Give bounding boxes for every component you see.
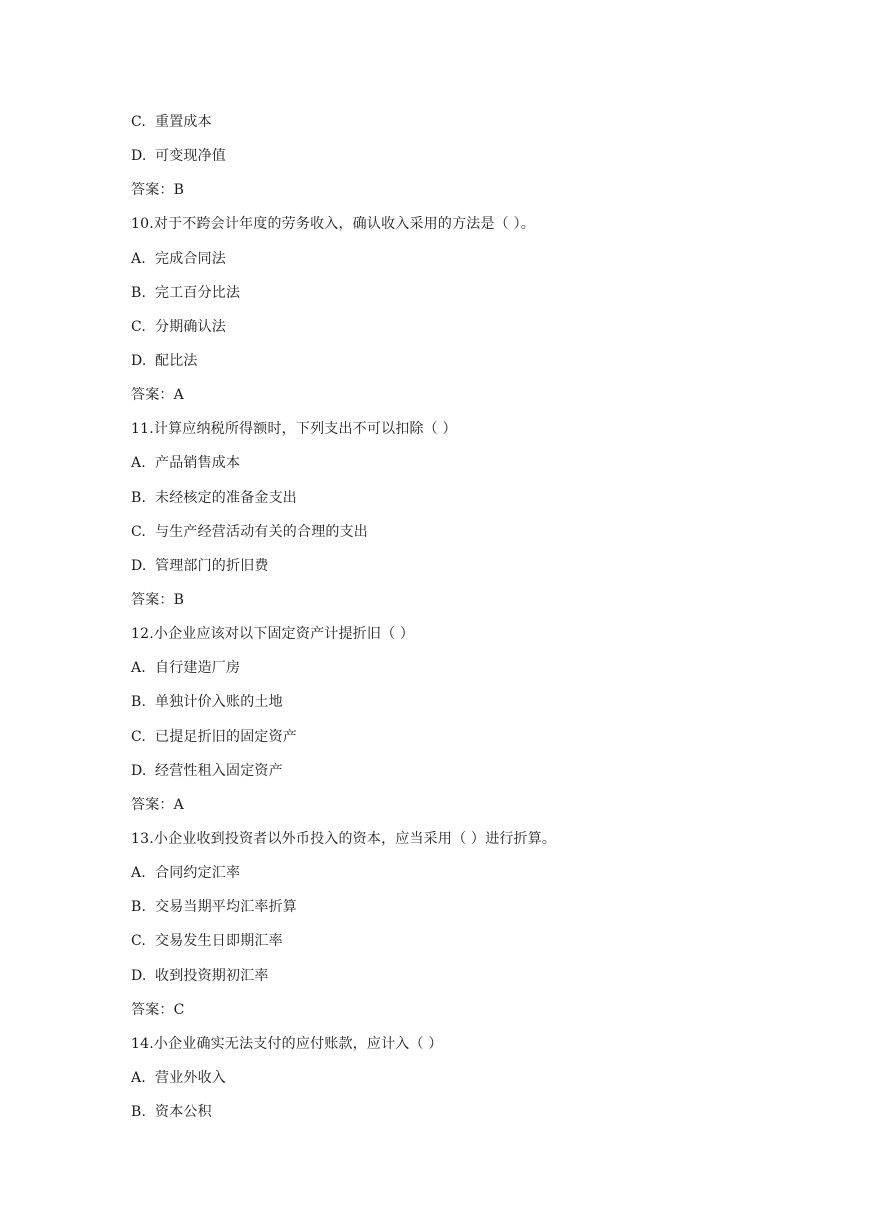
option-line (131, 896, 791, 930)
option-letter: B. (131, 489, 147, 506)
answer-line: 答案：B (131, 591, 185, 608)
option-letter: D. (131, 557, 147, 574)
option-letter: C. (131, 728, 147, 745)
option-letter: B. (131, 899, 147, 916)
option-text: 分期确认法 (155, 318, 226, 335)
option-text: 交易发生日即期汇率 (155, 933, 283, 950)
option-line (131, 282, 791, 316)
option-text: 收到投资期初汇率 (155, 967, 269, 984)
option-line (131, 145, 791, 179)
option-letter: B. (131, 694, 147, 711)
option-text: 配比法 (155, 352, 198, 369)
question-line: 10.对于不跨会计年度的劳务收入，确认收入采用的方法是（ ）。 (131, 216, 535, 233)
option-text: 完成合同法 (155, 250, 226, 267)
option-text: 合同约定汇率 (155, 865, 241, 882)
option-line (131, 965, 791, 999)
option-line (131, 657, 791, 691)
option-line (131, 487, 791, 521)
question-line: 13.小企业收到投资者以外币投入的资本，应当采用（ ）进行折算。 (131, 830, 557, 847)
option-letter: C. (131, 933, 147, 950)
option-text: 产品销售成本 (155, 455, 241, 472)
option-letter: D. (131, 352, 147, 369)
option-line (131, 1101, 791, 1135)
option-text: 与生产经营活动有关的合理的支出 (155, 523, 368, 540)
option-line (131, 691, 791, 725)
option-text: 未经核定的准备金支出 (155, 489, 297, 506)
option-line (131, 350, 791, 384)
option-line (131, 248, 791, 282)
option-text: 自行建造厂房 (155, 660, 241, 677)
question-line: 12.小企业应该对以下固定资产计提折旧（ ） (131, 626, 415, 643)
option-letter: D. (131, 762, 147, 779)
option-text: 交易当期平均汇率折算 (155, 899, 297, 916)
option-text: 经营性租入固定资产 (155, 762, 283, 779)
option-letter: D. (131, 148, 147, 165)
option-text: 完工百分比法 (155, 284, 241, 301)
option-letter: B. (131, 284, 147, 301)
option-letter: C. (131, 523, 147, 540)
option-text: 可变现净值 (155, 148, 226, 165)
option-line (131, 1067, 791, 1101)
answer-line: 答案：A (131, 387, 184, 404)
option-text: 营业外收入 (155, 1069, 226, 1086)
option-text: 已提足折旧的固定资产 (155, 728, 297, 745)
option-letter: A. (131, 1069, 146, 1086)
option-letter: C. (131, 318, 147, 335)
option-letter: A. (131, 250, 146, 267)
answer-line: 答案：A (131, 796, 184, 813)
option-line (131, 555, 791, 589)
option-letter: D. (131, 967, 147, 984)
document-body (131, 111, 791, 1135)
option-line (131, 316, 791, 350)
option-line (131, 930, 791, 964)
option-line (131, 760, 791, 794)
option-letter: C. (131, 114, 147, 130)
question-line: 14.小企业确实无法支付的应付账款，应计入（ ） (131, 1035, 443, 1052)
option-text: 重置成本 (155, 114, 212, 130)
option-letter: A. (131, 660, 146, 677)
option-text: 资本公积 (155, 1104, 212, 1121)
option-line (131, 111, 791, 145)
option-letter: B. (131, 1104, 147, 1121)
answer-line: 答案：C (131, 1001, 185, 1018)
option-line (131, 521, 791, 555)
option-text: 管理部门的折旧费 (155, 557, 269, 574)
answer-line: 答案：B (131, 182, 185, 199)
option-line (131, 452, 791, 486)
option-line (131, 726, 791, 760)
question-line: 11.计算应纳税所得额时，下列支出不可以扣除（ ） (131, 421, 457, 438)
option-letter: A. (131, 865, 146, 882)
option-line (131, 862, 791, 896)
option-letter: A. (131, 455, 146, 472)
option-text: 单独计价入账的土地 (155, 694, 283, 711)
